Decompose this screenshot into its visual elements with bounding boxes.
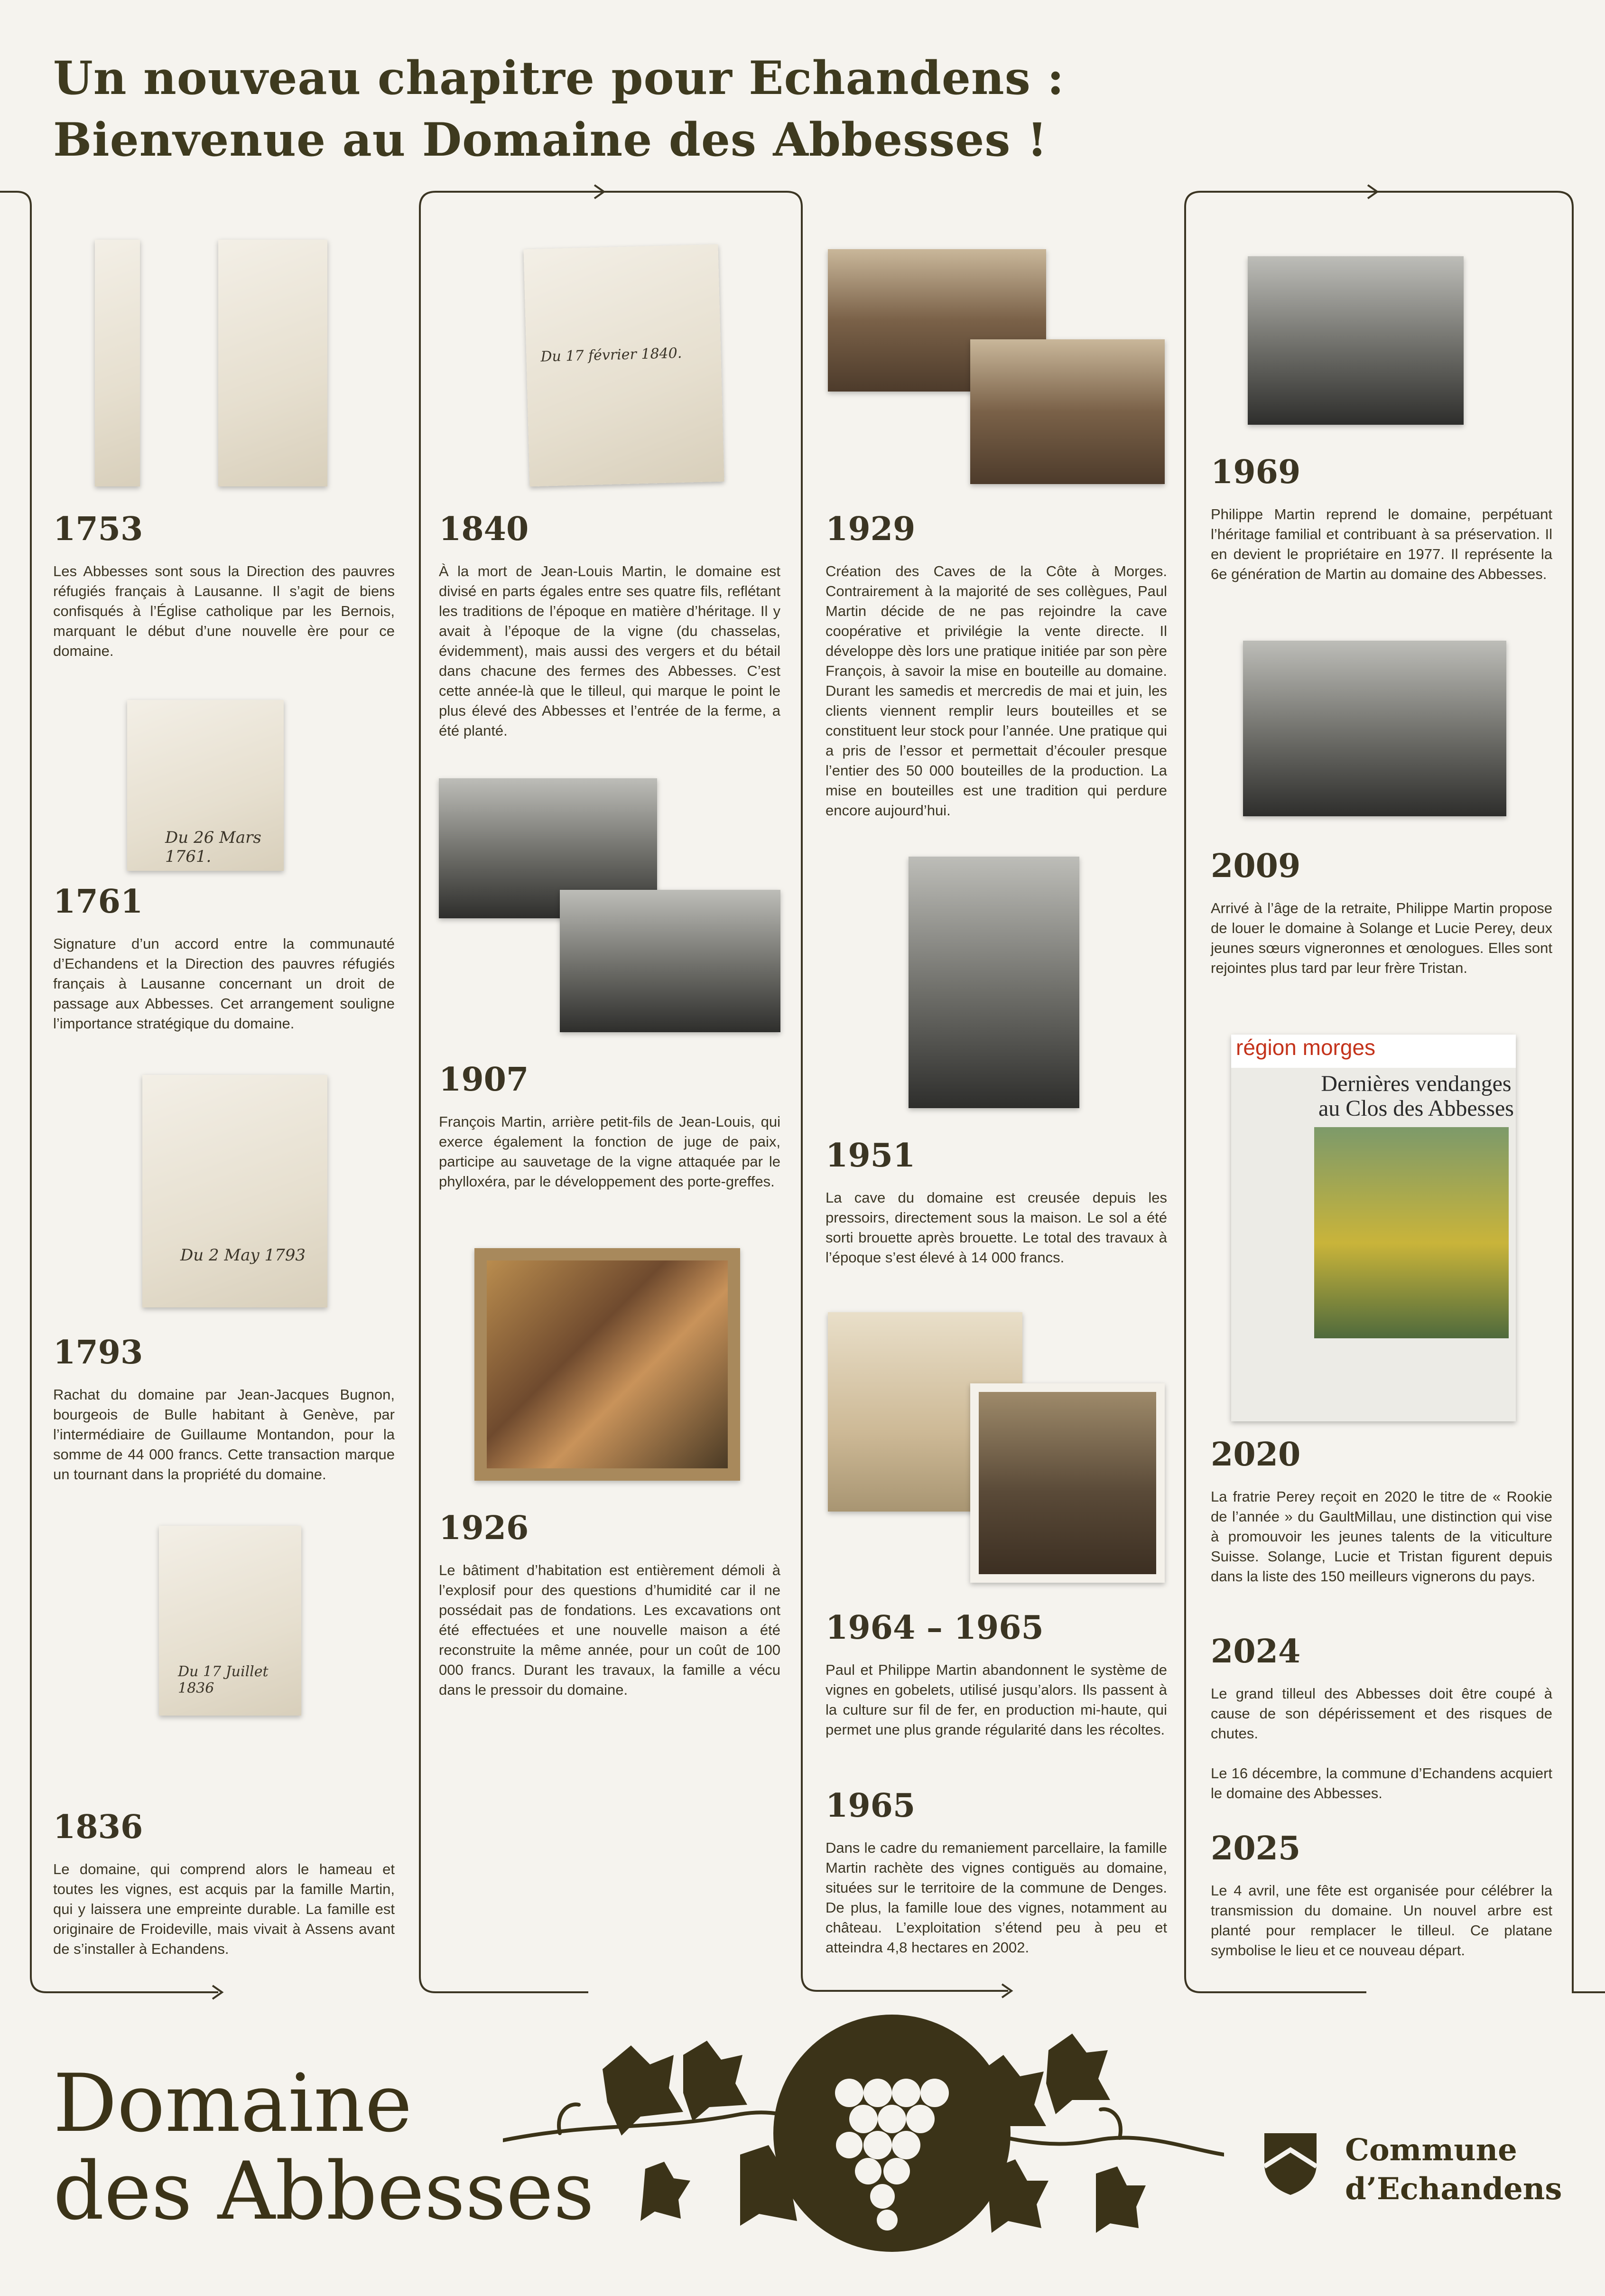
- text-2009: Arrivé à l’âge de la retraite, Philippe Martin propose de louer le domaine à Solange et Lucie Perey, deux jeunes sœurs vigneronnes et œnologues. Elles sont rejointes plus tard par leur frère Tristan.: [1211, 900, 1552, 976]
- year-1965: 1965: [826, 1787, 916, 1825]
- text-1836: Le domaine, qui comprend alors le hameau et toutes les vignes, est acquis par la famille Martin, qui y laissera une empreinte durable. La famille est originaire de Froideville, mais vivait à Assens avant de s’installer à Echandens.: [53, 1861, 395, 1957]
- commune-shield-icon: [1262, 2131, 1319, 2197]
- year-1964-1965: 1964 – 1965: [826, 1609, 1044, 1647]
- event-1951: [826, 1137, 1167, 1268]
- event-1969: [1211, 453, 1552, 584]
- photo-1907-farm: [560, 890, 780, 1032]
- manuscript-1753-a: [95, 240, 140, 486]
- manuscript-1840-date: Du 17 février 1840.: [540, 345, 682, 365]
- newspaper-photo: [1314, 1127, 1509, 1338]
- grape-vine-emblem: [503, 2012, 1224, 2259]
- title-line-1: Un nouveau chapitre pour Echandens :: [53, 51, 1065, 105]
- text-2024-b: Le 16 décembre, la commune d’Echandens acquiert le domaine des Abbesses.: [1211, 1765, 1552, 1801]
- year-1793: 1793: [53, 1334, 143, 1372]
- year-1929: 1929: [826, 510, 916, 548]
- year-1907: 1907: [439, 1061, 529, 1099]
- event-1761: [53, 883, 395, 1034]
- text-1907: François Martin, arrière petit-fils de Jean-Louis, qui exerce également la fonction de juge de paix, participe au sauvetage de la vigne attaquée par le phylloxéra, par le développement des porte-greffes.: [439, 1113, 780, 1190]
- year-1836: 1836: [53, 1808, 143, 1846]
- event-2009: [1211, 847, 1552, 978]
- year-2025: 2025: [1211, 1829, 1301, 1867]
- event-1840: [439, 510, 780, 741]
- manuscript-1836-date: Du 17 Juillet 1836: [178, 1663, 269, 1697]
- year-2009: 2009: [1211, 847, 1301, 885]
- manuscript-1753-b: [218, 240, 327, 486]
- year-1926: 1926: [439, 1509, 529, 1547]
- event-1793: [53, 1334, 395, 1484]
- year-1951: 1951: [826, 1137, 916, 1175]
- manuscript-1836: [159, 1526, 301, 1716]
- event-2024: [1211, 1633, 1552, 1803]
- text-1926: Le bâtiment d’habitation est entièrement démoli à l’explosif pour des questions d’humidité car il ne possédait pas de fondations. Les excavations ont été effectuées et une nouvelle maison a été reconstruite la même année, pour un coût de 100 000 francs. Durant les travaux, la famille a vécu dans le pressoir du domaine.: [439, 1562, 780, 1698]
- newspaper-section: région morges: [1231, 1035, 1516, 1068]
- text-1840: À la mort de Jean-Louis Martin, le domaine est divisé en parts égales entre ses quatre fils, reflétant les traditions de l’époque en matière d’héritage. Il y avait à l’époque de la vigne (du chasselas, évidemment), mais aussi des vergers et du bétail dans chacune des fermes des Abbesses. C’est cette année-là que le tilleul, qui marque le point le plus élevé des Abbesses et l’entrée de la ferme, a été planté.: [439, 563, 780, 739]
- event-1965: [826, 1787, 1167, 1958]
- text-2020: La fratrie Perey reçoit en 2020 le titre de « Rookie de l’année » du GaultMillau, une distinction qui vise à promouvoir les jeunes talents de la viticulture Suisse. Solange, Lucie et Tristan figurent depuis dans la liste des 150 meilleurs vignerons du pays.: [1211, 1488, 1552, 1585]
- footer-title-line-1: Domaine: [53, 2057, 412, 2150]
- commune-logo-text: [1345, 2131, 1562, 2209]
- photo-2009-vineyard: [1243, 641, 1506, 816]
- year-2024: 2024: [1211, 1633, 1301, 1671]
- manuscript-1840: [524, 244, 724, 487]
- text-1753: Les Abbesses sont sous la Direction des pauvres réfugiés français à Lausanne. Il s’agit de biens confisqués à l’Église catholique par les Bernois, marquant le début d’une nouvelle ère pour ce domaine.: [53, 563, 395, 659]
- photo-1951-tree: [909, 857, 1079, 1108]
- event-2020: [1211, 1436, 1552, 1587]
- event-1836: [53, 1808, 395, 1959]
- photo-1929-harvest-b: [970, 339, 1165, 484]
- footer-title-line-2: des Abbesses: [53, 2145, 594, 2238]
- text-1965: Dans le cadre du remaniement parcellaire, la famille Martin rachète des vignes contiguës au domaine, situées sur le territoire de la commune de Denges. De plus, la famille loue des vignes, notamment au château. L’exploitation s’étend peu à peu et atteindra 4,8 hectares en 2002.: [826, 1839, 1167, 1956]
- photo-1964-family: [970, 1383, 1165, 1583]
- text-1929: Création des Caves de la Côte à Morges. Contrairement à la majorité de ses collègues, Paul Martin décide de ne pas rejoindre la cave coopérative et privilégie la vente directe. Il développe dès lors une pratique initiée par son père François, à savoir la mise en bouteille au domaine. Durant les samedis et mercredis de mai et juin, les clients viennent remplir leurs bouteilles et se constituent leur stock pour l’année. Une pratique qui a pris de l’essor et permettait d’écouler presque l’entier des 50 000 bouteilles de la production. La mise en bouteilles est une tradition qui perdure encore aujourd’hui.: [826, 563, 1167, 819]
- photo-1969-family: [1248, 256, 1464, 425]
- newspaper-headline: Dernières vendanges au Clos des Abbesses: [1318, 1071, 1514, 1121]
- painting-1926: [474, 1248, 740, 1481]
- year-2020: 2020: [1211, 1436, 1301, 1474]
- newspaper-clipping: [1231, 1035, 1516, 1421]
- event-1753: [53, 510, 395, 661]
- event-1964-1965: [826, 1609, 1167, 1740]
- text-1964-1965: Paul et Philippe Martin abandonnent le système de vignes en gobelets, utilisé jusqu’alors. Ils passent à la culture sur fil de fer, en production mi-haute, qui permet une plus grande régularité dans les récoltes.: [826, 1661, 1167, 1738]
- manuscript-1761-date: Du 26 Mars 1761.: [165, 828, 261, 866]
- year-1761: 1761: [53, 883, 143, 921]
- title-line-2: Bienvenue au Domaine des Abbesses !: [53, 113, 1048, 167]
- year-1753: 1753: [53, 510, 143, 548]
- year-1969: 1969: [1211, 453, 1301, 491]
- text-2025: Le 4 avril, une fête est organisée pour célébrer la transmission du domaine. Un nouvel arbre est planté pour remplacer le tilleul. Ce platane symbolise le lieu et ce nouveau départ.: [1211, 1882, 1552, 1959]
- event-1907: [439, 1061, 780, 1192]
- text-1761: Signature d’un accord entre la communauté d’Echandens et la Direction des pauvres réfugiés français à Lausanne concernant un droit de passage aux Abbesses. Cet arrangement souligne l’importance stratégique du domaine.: [53, 935, 395, 1032]
- event-2025: [1211, 1829, 1552, 1960]
- commune-line-2: d’Echandens: [1345, 2171, 1562, 2207]
- commune-line-1: Commune: [1345, 2132, 1517, 2168]
- text-2024-a: Le grand tilleul des Abbesses doit être coupé à cause de son dépérissement et des risques de chutes.: [1211, 1685, 1552, 1742]
- manuscript-1793: [142, 1075, 327, 1307]
- year-1840: 1840: [439, 510, 529, 548]
- event-1926: [439, 1509, 780, 1700]
- text-1969: Philippe Martin reprend le domaine, perpétuant l’héritage familial et contribuant à sa préservation. Il en devient le propriétaire en 1977. Il représente la 6e génération de Martin au domaine des Abbesses.: [1211, 506, 1552, 582]
- event-1929: [826, 510, 1167, 821]
- text-1793: Rachat du domaine par Jean-Jacques Bugnon, bourgeois de Bulle habitant à Genève, par l’intermédiaire de Guillaume Montandon, pour la somme de 44 000 francs. Cette transaction marque un tournant dans la propriété du domaine.: [53, 1386, 395, 1483]
- manuscript-1761: [127, 700, 284, 871]
- manuscript-1793-date: Du 2 May 1793: [180, 1246, 306, 1265]
- text-1951: La cave du domaine est creusée depuis les pressoirs, directement sous la maison. Le sol a été sorti brouette après brouette. Le total des travaux à l’époque s’est élevé à 14 000 francs.: [826, 1189, 1167, 1266]
